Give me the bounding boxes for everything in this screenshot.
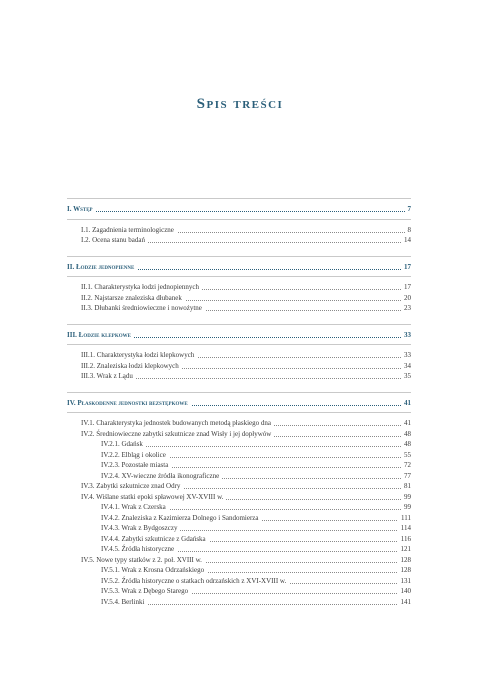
toc-entry-page: 33	[401, 350, 411, 361]
toc-entry-label: III.1. Charakterystyka łodzi klepkowych	[81, 350, 197, 361]
toc-entry	[67, 460, 411, 471]
toc-entry	[67, 439, 411, 450]
toc-entry-label: II.2. Najstarsze znaleziska dłubanek	[81, 293, 185, 304]
toc-section-heading	[67, 262, 411, 273]
toc-section-heading	[67, 398, 411, 409]
toc-entry-page: 8	[405, 225, 412, 236]
toc-entry-label: III.3. Wrak z Lądu	[81, 371, 136, 382]
toc-entry-page: 128	[398, 565, 412, 576]
toc-entry-page: 14	[401, 235, 411, 246]
toc-entry-page: 23	[401, 303, 411, 314]
toc-entry-label: IV.4. Wiślane statki epoki spławowej XV-XVIII w.	[81, 492, 226, 503]
divider	[67, 392, 411, 393]
toc-entry-page: 48	[401, 429, 411, 440]
toc-entry	[67, 481, 411, 492]
toc-entry-page: 7	[405, 204, 412, 215]
toc-entry	[67, 418, 411, 429]
divider	[67, 324, 411, 325]
toc-entry	[67, 429, 411, 440]
toc-entry-page: 128	[398, 555, 412, 566]
toc-entry	[67, 361, 411, 372]
toc-entry	[67, 502, 411, 513]
toc-entry-label: IV.2. Średniowieczne zabytki szkutnicze znad Wisły i jej dopływów	[81, 429, 274, 440]
toc-entry-label: III. Łodzie klepkowe	[67, 330, 134, 341]
toc-entry	[67, 282, 411, 293]
toc-entry-page: 17	[401, 282, 411, 293]
toc-entry-page: 34	[401, 361, 411, 372]
toc-entry-page: 121	[398, 544, 412, 555]
toc-entry-label: IV.5. Nowe typy statków z 2. poł. XVIII w.	[81, 555, 205, 566]
toc-entry-page: 77	[401, 471, 411, 482]
toc-entry-page: 17	[401, 262, 411, 273]
toc-entry-label: IV.2.2. Elbląg i okolice	[101, 450, 169, 461]
divider	[67, 344, 411, 345]
toc-entry	[67, 371, 411, 382]
divider	[67, 276, 411, 277]
toc-entry	[67, 492, 411, 503]
section-gap	[67, 246, 411, 252]
toc-entry-label: IV.1. Charakterystyka jednostek budowanych metodą płaskiego dna	[81, 418, 274, 429]
toc-entry-label: IV.2.1. Gdańsk	[101, 439, 146, 450]
toc-entry-label: IV.4.5. Źródła historyczne	[101, 544, 177, 555]
toc-entry-label: IV.4.1. Wrak z Czerska	[101, 502, 169, 513]
toc-entry	[67, 513, 411, 524]
toc-entry	[67, 544, 411, 555]
toc-entry	[67, 555, 411, 566]
dot-leader	[67, 211, 411, 212]
toc-entry-page: 111	[398, 513, 411, 524]
toc-entry-label: IV.2.4. XV-wieczne źródła ikonograficzne	[101, 471, 222, 482]
toc-entry	[67, 523, 411, 534]
toc-entry-page: 35	[401, 371, 411, 382]
toc-entry-label: IV.3. Zabytki szkutnicze znad Odry	[81, 481, 183, 492]
toc-section-heading	[67, 204, 411, 215]
toc-entry-page: 41	[401, 398, 411, 409]
toc-entry-page: 33	[401, 330, 411, 341]
toc-entry-label: IV.4.4. Zabytki szkutnicze z Gdańska	[101, 534, 209, 545]
toc-entry-page: 55	[401, 450, 411, 461]
toc-entry	[67, 576, 411, 587]
section-gap	[67, 382, 411, 388]
toc-entry-page: 48	[401, 439, 411, 450]
divider	[67, 219, 411, 220]
toc-entry-page: 114	[398, 523, 411, 534]
toc-entry-label: IV. Płaskodenne jednostki bezstępkowe	[67, 398, 191, 409]
toc-entry-page: 41	[401, 418, 411, 429]
toc-entry-label: IV.4.3. Wrak z Bydgoszczy	[101, 523, 180, 534]
divider	[67, 198, 411, 199]
toc-entry	[67, 235, 411, 246]
toc-entry-label: IV.4.2. Znaleziska z Kazimierza Dolnego i Sandomierza	[101, 513, 262, 524]
toc-entry-label: IV.5.1. Wrak z Krosna Odrzańskiego	[101, 565, 207, 576]
toc-entry-page: 99	[401, 502, 411, 513]
toc-entry-page: 81	[401, 481, 411, 492]
section-gap	[67, 607, 411, 613]
toc-section-heading	[67, 330, 411, 341]
toc-entry-page: 140	[398, 586, 412, 597]
divider	[67, 412, 411, 413]
toc-entry-page: 131	[398, 576, 412, 587]
table-of-contents	[67, 198, 411, 613]
divider	[67, 256, 411, 257]
toc-entry	[67, 225, 411, 236]
toc-entry	[67, 534, 411, 545]
toc-entry-label: I. Wstęp	[67, 204, 96, 215]
toc-entry-page: 99	[401, 492, 411, 503]
toc-entry	[67, 303, 411, 314]
toc-entry-label: II.3. Dłubanki średniowieczne i nowożytne	[81, 303, 205, 314]
toc-entry	[67, 350, 411, 361]
toc-entry-page: 141	[398, 597, 412, 608]
toc-entry	[67, 293, 411, 304]
page-title: Spis treści	[196, 96, 284, 112]
toc-entry-label: IV.5.4. Berlinki	[101, 597, 147, 608]
toc-entry-label: I.2. Ocena stanu badań	[81, 235, 148, 246]
toc-entry	[67, 597, 411, 608]
toc-entry	[67, 471, 411, 482]
toc-entry-page: 20	[401, 293, 411, 304]
toc-entry-page: 72	[401, 460, 411, 471]
toc-entry-label: IV.5.2. Źródła historyczne o statkach odrzańskich z XVI-XVIII w.	[101, 576, 289, 587]
toc-entry	[67, 586, 411, 597]
toc-entry	[67, 450, 411, 461]
toc-entry-page: 116	[398, 534, 411, 545]
toc-entry-label: III.2. Znaleziska łodzi klepkowych	[81, 361, 182, 372]
dot-leader	[101, 446, 411, 447]
toc-entry-label: I.1. Zagadnienia terminologiczne	[81, 225, 177, 236]
dot-leader	[101, 604, 411, 605]
toc-entry-label: II. Łodzie jednopienne	[67, 262, 137, 273]
toc-entry-label: IV.2.3. Pozostałe miasta	[101, 460, 171, 471]
toc-entry-label: IV.5.3. Wrak z Dębego Starego	[101, 586, 191, 597]
toc-entry-label: II.1. Charakterystyka łodzi jednopiennych	[81, 282, 202, 293]
toc-entry	[67, 565, 411, 576]
section-gap	[67, 314, 411, 320]
